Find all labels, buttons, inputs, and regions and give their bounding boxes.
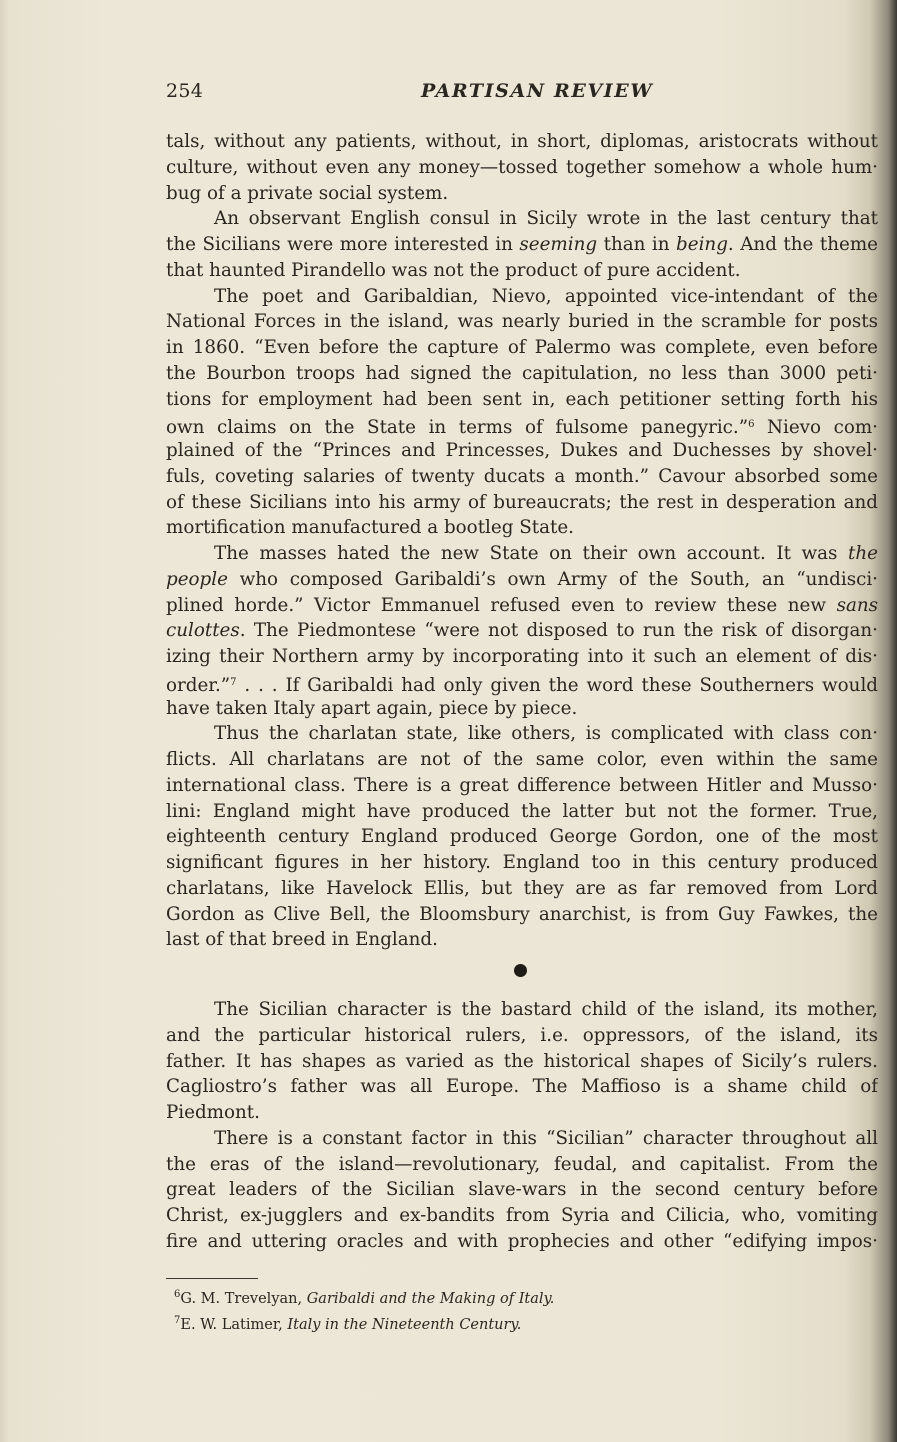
- footnotes: [174, 1284, 774, 1336]
- text-line: that haunted Pirandello was not the product of pure accident.: [166, 259, 741, 281]
- paragraph: [166, 129, 878, 206]
- page-number: 254: [166, 80, 204, 102]
- paragraph: [166, 206, 878, 283]
- text-line: There is a constant factor in this “Sicilian” character throughout all: [214, 1127, 878, 1149]
- text-line: charlatans, like Havelock Ellis, but they are as far removed from Lord: [166, 877, 878, 899]
- text-line: significant figures in her history. England too in this century produced: [166, 852, 878, 873]
- text-line: Cagliostro’s father was all Europe. The Maffioso is a shame child of: [166, 1076, 878, 1098]
- section-break-dot-icon: [514, 964, 527, 977]
- paragraph: [166, 997, 878, 1126]
- paragraph: [166, 284, 878, 542]
- text-line: The poet and Garibaldian, Nievo, appointed vice-intendant of the: [214, 285, 878, 307]
- text-line: mortification manufactured a bootleg State.: [166, 517, 574, 539]
- running-header: [166, 80, 878, 110]
- page-binding-edge: [0, 0, 8, 1442]
- text-line: bug of a private social system.: [166, 182, 449, 204]
- text-line: An observant English consul in Sicily wrote in the last century that: [214, 208, 878, 230]
- paragraph: [166, 721, 878, 953]
- text-line: fuls, coveting salaries of twenty ducats a month.” Cavour absorbed some: [166, 465, 878, 487]
- text-line: international class. There is a great difference between Hitler and Musso·: [166, 774, 878, 796]
- text-line: izing their Northern army by incorporating into it such an element of dis·: [166, 646, 878, 667]
- paragraph: [166, 541, 878, 721]
- footnote-6: $^6$G. M. Trevelyan, Garibaldi and the Making of Italy.: [174, 1289, 555, 1307]
- text-line: the Bourbon troops had signed the capitulation, no less than 3000 peti·: [166, 362, 878, 384]
- text-line: plined horde.” Victor Emmanuel refused even to review these new sans: [166, 594, 878, 616]
- text-line: culture, without even any money—tossed together somehow a whole hum·: [166, 156, 878, 178]
- text-line: people who composed Garibaldi’s own Army of the South, an “undisci·: [166, 568, 878, 590]
- text-line: culottes. The Piedmontese “were not disposed to run the risk of disorgan·: [166, 620, 878, 642]
- text-line: The masses hated the new State on their own account. It was the: [214, 543, 878, 564]
- running-title: PARTISAN REVIEW: [421, 80, 654, 102]
- text-line: the Sicilians were more interested in seeming than in being. And the theme: [166, 234, 878, 255]
- text-line: and the particular historical rulers, i.e. oppressors, of the island, its: [166, 1024, 878, 1046]
- footnote-7: $^7$E. W. Latimer, Italy in the Nineteenth Century.: [174, 1315, 522, 1333]
- text-line: of these Sicilians into his army of bureaucrats; the rest in desperation and: [166, 491, 878, 513]
- body-text: [166, 129, 878, 1255]
- text-line: own claims on the State in terms of fulsome panegyric.”$^6$ Nievo com·: [166, 417, 878, 438]
- text-line: in 1860. “Even before the capture of Palermo was complete, even before: [166, 337, 878, 358]
- text-line: Gordon as Clive Bell, the Bloomsbury anarchist, is from Guy Fawkes, the: [166, 903, 878, 925]
- text-line: last of that breed in England.: [166, 929, 438, 951]
- text-line: fire and uttering oracles and with prophecies and other “edifying impos·: [166, 1230, 878, 1252]
- text-line: National Forces in the island, was nearly buried in the scramble for posts: [166, 311, 878, 333]
- text-line: Thus the charlatan state, like others, is complicated with class con·: [214, 723, 878, 745]
- text-line: the eras of the island—revolutionary, feudal, and capitalist. From the: [166, 1153, 878, 1175]
- text-line: tions for employment had been sent in, each petitioner setting forth his: [166, 388, 878, 410]
- text-line: Piedmont.: [166, 1102, 260, 1123]
- text-line: lini: England might have produced the latter but not the former. True,: [166, 800, 878, 822]
- text-line: plained of the “Princes and Princesses, Dukes and Duchesses by shovel·: [166, 440, 878, 461]
- text-line: great leaders of the Sicilian slave-wars in the second century before: [166, 1179, 878, 1201]
- section-break: [166, 953, 878, 997]
- footnote-rule: [166, 1278, 258, 1279]
- text-line: eighteenth century England produced George Gordon, one of the most: [166, 826, 878, 848]
- text-line: father. It has shapes as varied as the historical shapes of Sicily’s rulers.: [166, 1050, 878, 1072]
- text-line: tals, without any patients, without, in short, diplomas, aristocrats without: [166, 131, 878, 152]
- text-line: order.”$^7$ . . . If Garibaldi had only given the word these Southerners would: [166, 674, 878, 696]
- text-line: The Sicilian character is the bastard child of the island, its mother,: [214, 999, 878, 1020]
- text-line: Christ, ex-jugglers and ex-bandits from Syria and Cilicia, who, vomiting: [166, 1205, 878, 1226]
- text-line: flicts. All charlatans are not of the same color, even within the same: [166, 749, 878, 770]
- paragraph: [166, 1126, 878, 1255]
- text-line: have taken Italy apart again, piece by piece.: [166, 697, 578, 719]
